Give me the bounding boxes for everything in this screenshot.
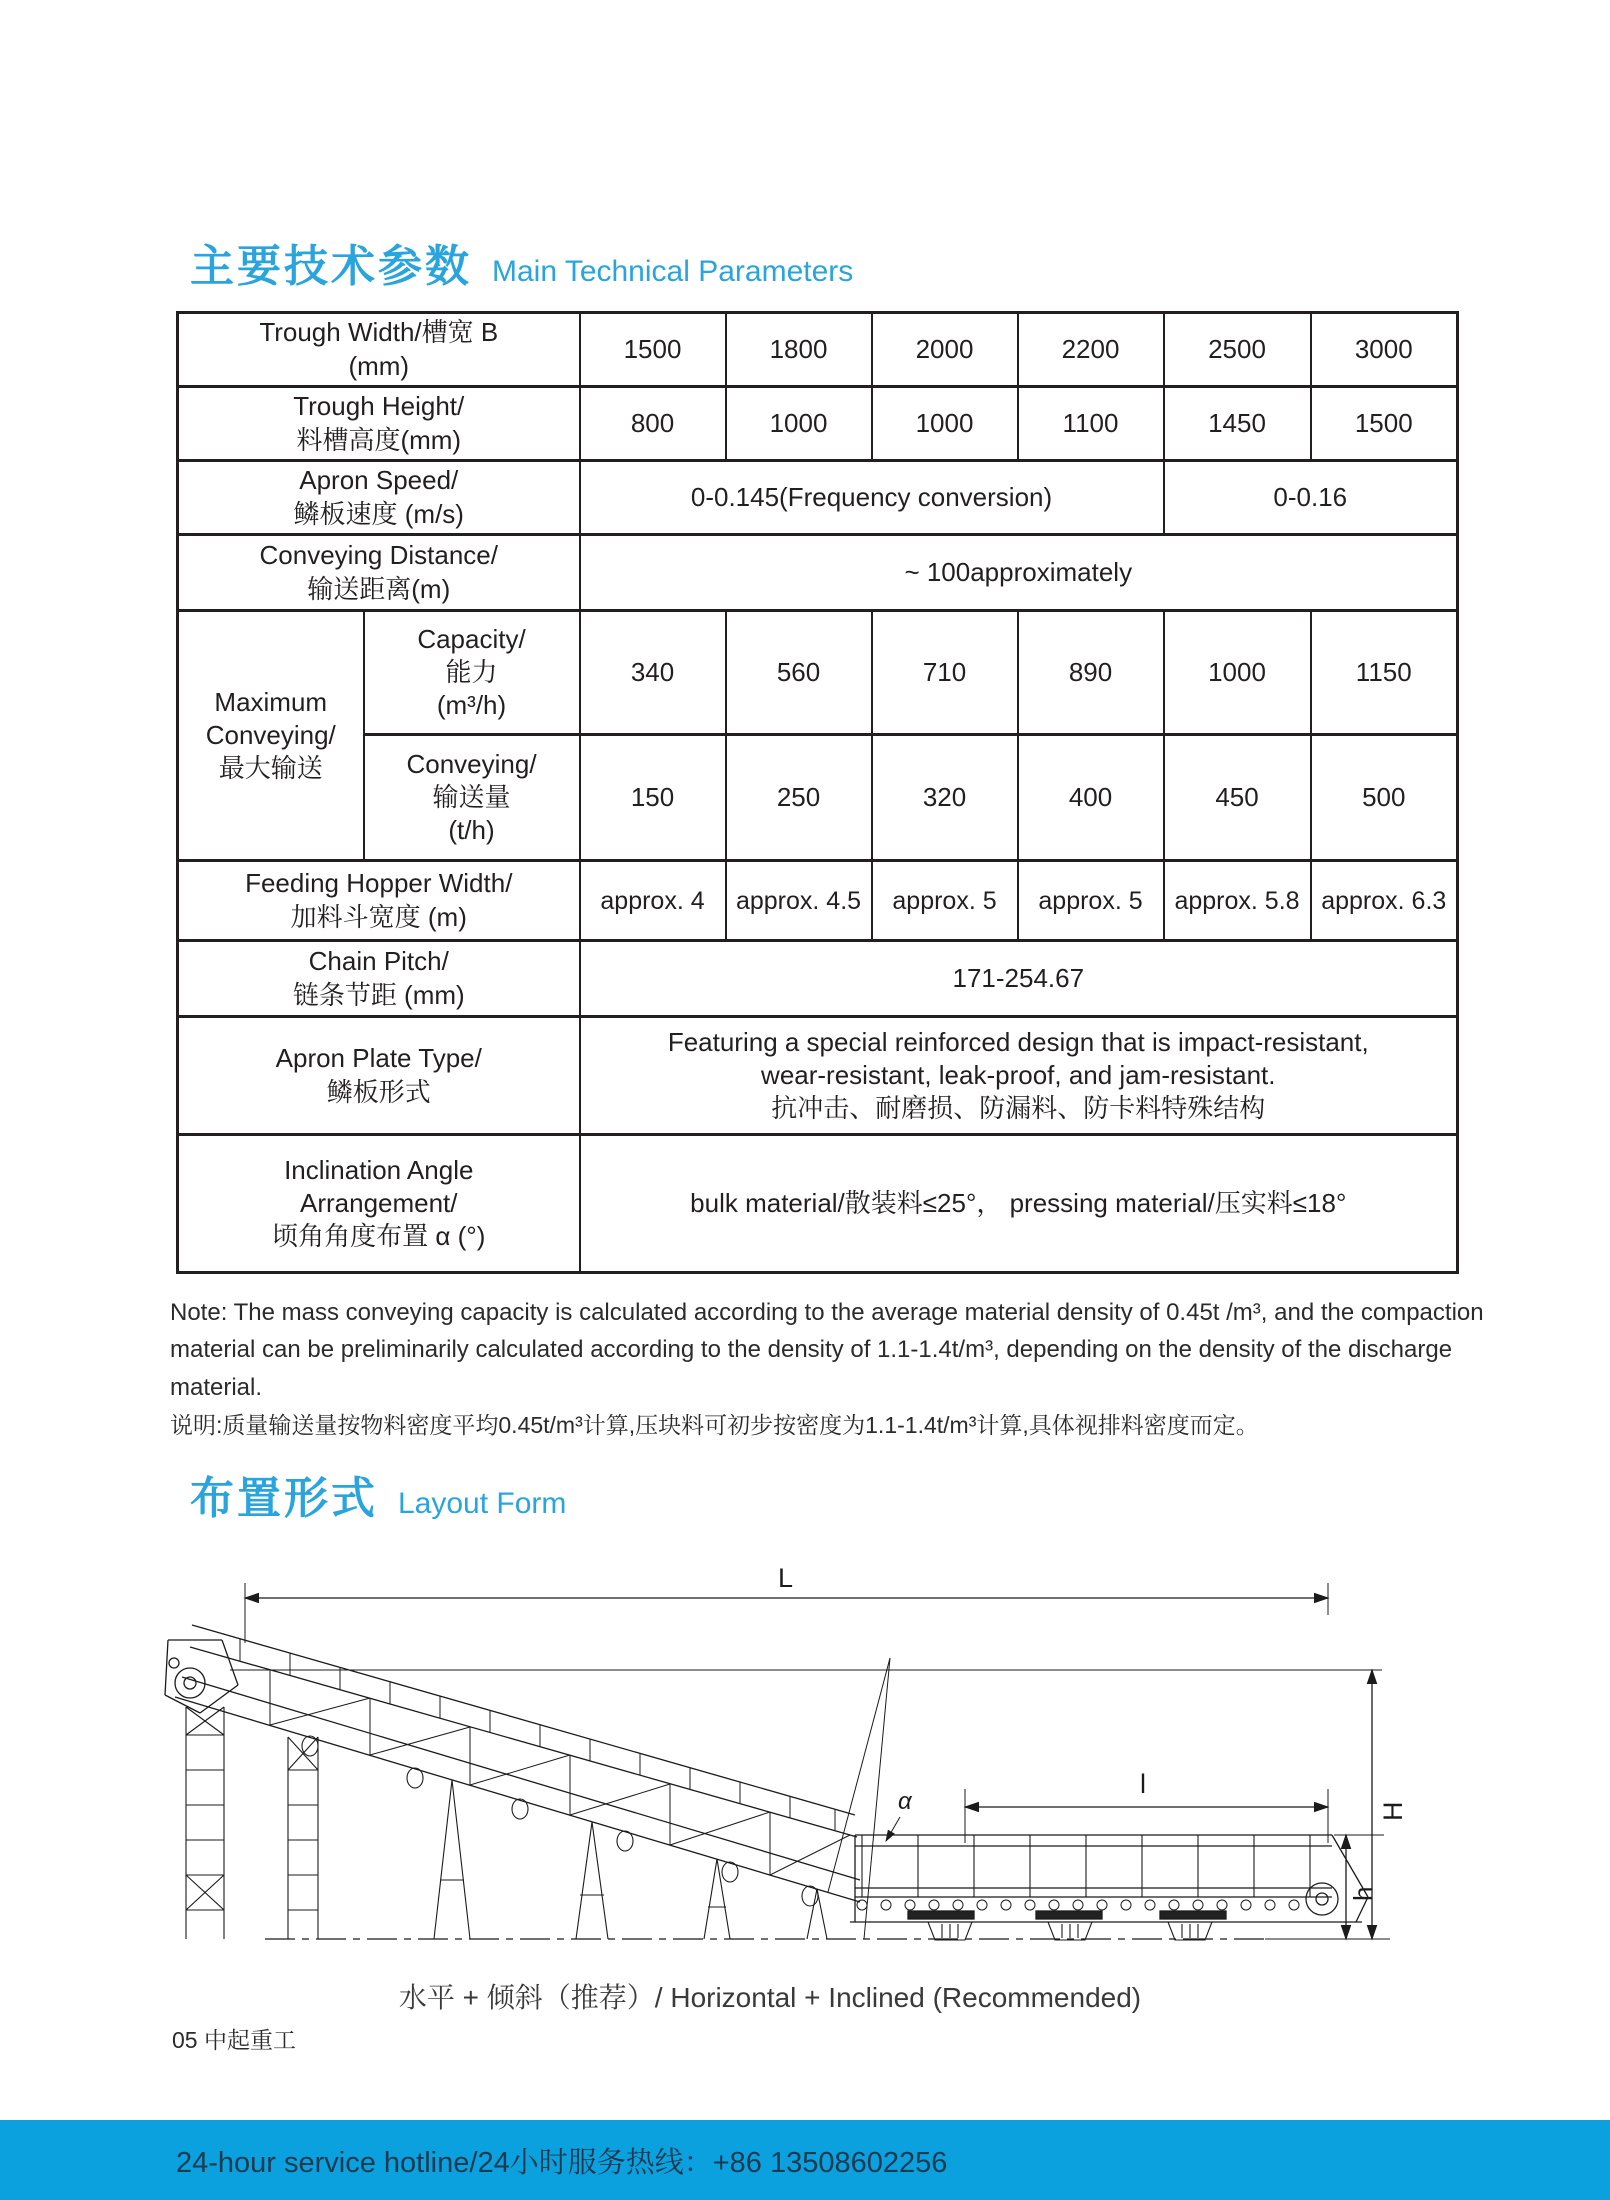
dim-label-L: L <box>778 1563 794 1593</box>
table-cell: 1500 <box>580 313 726 387</box>
main-parameters-title-en: Main Technical Parameters <box>492 255 854 288</box>
label-line: 鳞板速度 (m/s) <box>293 498 464 529</box>
row-sublabel <box>364 735 580 861</box>
table-row-capacity <box>178 611 1458 735</box>
main-parameters-title <box>190 230 853 294</box>
label-line: Apron Speed/ <box>299 465 459 496</box>
table-cell: 171-254.67 <box>580 941 1458 1017</box>
table-cell: 1000 <box>872 387 1018 461</box>
label-line: 链条节距 (mm) <box>292 979 465 1010</box>
layout-form-title <box>190 1462 566 1526</box>
table-cell: ~ 100approximately <box>580 535 1458 611</box>
label-line: 最大输送 <box>218 753 323 784</box>
dim-label-alpha: α <box>898 1788 912 1815</box>
row-label <box>178 387 580 461</box>
table-cell: 1450 <box>1164 387 1311 461</box>
row-label <box>178 861 580 941</box>
table-cell: 890 <box>1018 611 1164 735</box>
table-row-inclination-angle <box>178 1135 1458 1273</box>
table-cell: 340 <box>580 611 726 735</box>
table-row-conveying <box>178 735 1458 861</box>
label-line: 料槽高度(mm) <box>296 424 462 455</box>
label-line: 输送距离(m) <box>307 573 451 604</box>
table-cell: bulk material/散装料≤25°， pressing material/压实料≤18° <box>580 1135 1458 1273</box>
dim-label-h: h <box>1348 1886 1378 1901</box>
row-label <box>178 313 580 387</box>
table-cell: approx. 4 <box>580 861 726 941</box>
table-cell: 400 <box>1018 735 1164 861</box>
table-cell: 150 <box>580 735 726 861</box>
table-cell: 1000 <box>726 387 872 461</box>
table-row-conveying-distance <box>178 535 1458 611</box>
row-label-group <box>178 611 364 861</box>
row-label <box>178 1017 580 1135</box>
table-cell: 1800 <box>726 313 872 387</box>
label-line: Apron Plate Type/ <box>275 1043 482 1074</box>
cell-line: wear-resistant, leak-proof, and jam-resistant. <box>761 1059 1276 1090</box>
page-number-brand: 05 中起重工 <box>172 2027 296 2053</box>
table-cell: 800 <box>580 387 726 461</box>
dim-label-l: l <box>1140 1769 1146 1799</box>
table-cell <box>580 1017 1458 1135</box>
table-cell: approx. 5.8 <box>1164 861 1311 941</box>
layout-form-title-cn: 布置形式 <box>190 1474 378 1523</box>
cell-line: 抗冲击、耐磨损、防漏料、防卡料特殊结构 <box>771 1093 1266 1124</box>
table-row-feeding-hopper <box>178 861 1458 941</box>
label-line: Trough Height/ <box>293 391 465 422</box>
label-line: 输送量 <box>432 781 511 812</box>
label-line: Maximum <box>214 686 328 717</box>
layout-form-title-en: Layout Form <box>398 1487 567 1520</box>
table-cell: approx. 6.3 <box>1311 861 1458 941</box>
row-label <box>178 941 580 1017</box>
label-line: (t/h) <box>448 815 495 846</box>
table-row-apron-speed <box>178 461 1458 535</box>
table-cell: 1150 <box>1311 611 1458 735</box>
note-en: Note: The mass conveying capacity is calculated according to the average material density of 0.45t /m³, and the compaction material can be preliminarily calculated according to the density of 1.1-1.4t/m³, depending on the density of the discharge material. <box>170 1299 1484 1401</box>
dim-label-H: H <box>1378 1801 1408 1821</box>
table-row-chain-pitch <box>178 941 1458 1017</box>
table-cell: 320 <box>872 735 1018 861</box>
row-label <box>178 535 580 611</box>
label-line: Chain Pitch/ <box>308 946 449 977</box>
table-cell: 0-0.16 <box>1164 461 1458 535</box>
label-line: 鳞板形式 <box>326 1076 431 1107</box>
spec-table <box>176 311 1459 1274</box>
row-sublabel <box>364 611 580 735</box>
table-cell: 0-0.145(Frequency conversion) <box>580 461 1164 535</box>
label-line: Inclination Angle <box>284 1154 474 1185</box>
note-cn: 说明:质量输送量按物料密度平均0.45t/m³计算,压块料可初步按密度为1.1-1.4t/m³计算,具体视排料密度而定。 <box>170 1412 1259 1439</box>
table-cell: 3000 <box>1311 313 1458 387</box>
label-line: Capacity/ <box>417 623 526 654</box>
table-cell: 2500 <box>1164 313 1311 387</box>
table-cell: 450 <box>1164 735 1311 861</box>
label-line: Arrangement/ <box>299 1187 458 1218</box>
label-line: Feeding Hopper Width/ <box>245 868 513 899</box>
footer-hotline: 24-hour service hotline/24小时服务热线：+86 13508602256 <box>176 2146 948 2179</box>
label-line: Conveying Distance/ <box>259 540 498 571</box>
table-row-trough-height <box>178 387 1458 461</box>
label-line: (m³/h) <box>436 690 507 721</box>
diagram-caption: 水平 + 倾斜（推荐）/ Horizontal + Inclined (Recommended) <box>398 1982 1142 2013</box>
row-label <box>178 461 580 535</box>
label-line: Conveying/ <box>406 748 537 779</box>
label-line: Trough Width/槽宽 B <box>259 317 499 348</box>
table-cell: 2000 <box>872 313 1018 387</box>
label-line: 加料斗宽度 (m) <box>290 901 467 932</box>
table-row-trough-width <box>178 313 1458 387</box>
row-label <box>178 1135 580 1273</box>
table-cell: 250 <box>726 735 872 861</box>
table-cell: 1100 <box>1018 387 1164 461</box>
layout-diagram <box>160 1545 1410 1985</box>
cell-line: Featuring a special reinforced design that is impact-resistant, <box>667 1026 1369 1057</box>
label-line: Conveying/ <box>205 719 336 750</box>
table-cell: approx. 5 <box>1018 861 1164 941</box>
note-block <box>170 1294 1542 1443</box>
table-cell: 500 <box>1311 735 1458 861</box>
table-cell: 1500 <box>1311 387 1458 461</box>
label-line: (mm) <box>348 350 410 381</box>
table-cell: 2200 <box>1018 313 1164 387</box>
table-cell: 560 <box>726 611 872 735</box>
label-line: 能力 <box>445 656 498 687</box>
table-cell: approx. 5 <box>872 861 1018 941</box>
footer-band <box>0 2120 1610 2200</box>
label-line: 顷角角度布置 α (°) <box>272 1221 486 1252</box>
main-parameters-title-cn: 主要技术参数 <box>190 242 472 291</box>
table-cell: 1000 <box>1164 611 1311 735</box>
table-cell: 710 <box>872 611 1018 735</box>
table-cell: approx. 4.5 <box>726 861 872 941</box>
table-row-apron-plate-type <box>178 1017 1458 1135</box>
